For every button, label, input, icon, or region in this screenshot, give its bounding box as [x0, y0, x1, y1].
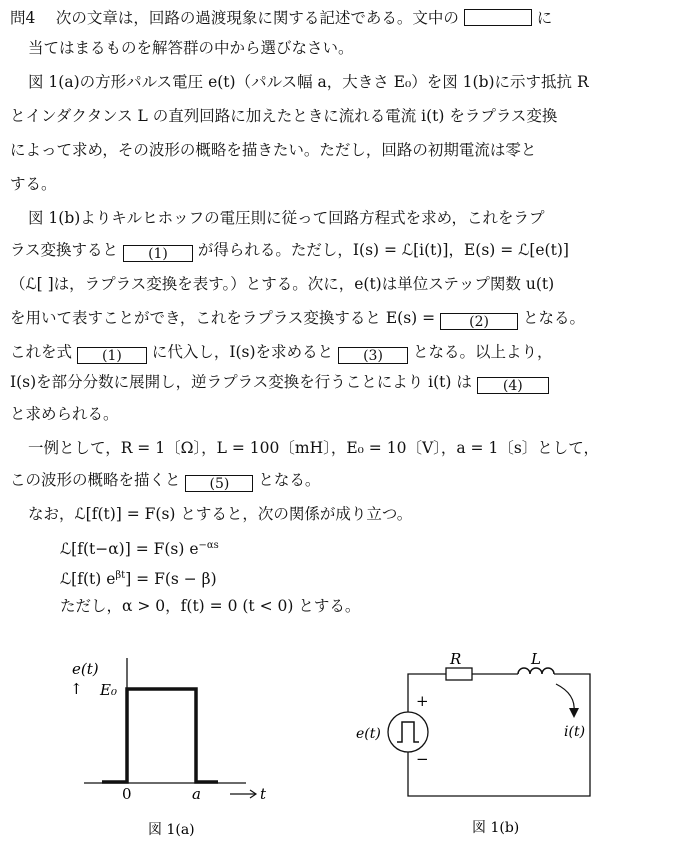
- question-line-12: I(s)を部分分数に展開し，逆ラプラス変換を行うことにより i(t) は (4): [10, 372, 640, 394]
- figure-1a: [70, 650, 280, 850]
- formula-exponential: ℒ[f(t) $e^{\beta t}] = F(s - \beta)$: [60, 570, 217, 589]
- y-axis-label: e(t): [72, 660, 99, 678]
- figure-1a-caption: 図 1(a): [148, 822, 195, 838]
- plus-sign: +: [416, 692, 429, 710]
- resistor-symbol: [446, 668, 472, 680]
- minus-sign: −: [416, 750, 429, 768]
- pulse-waveform: [102, 689, 218, 782]
- blank-4[interactable]: (4): [477, 377, 549, 394]
- inductor-label: L: [531, 650, 541, 668]
- question-line-1: 問4 次の文章は，回路の過渡現象に関する記述である。文中の に: [10, 9, 553, 27]
- blank-2[interactable]: (2): [440, 313, 518, 330]
- question-line-14: 一例として，R = 1〔Ω〕，L = 100〔mH〕，E₀ = 10〔V〕，a = 1〔s〕として，: [28, 439, 599, 457]
- inductor-symbol: [518, 668, 554, 674]
- current-arrow-curve: [556, 684, 574, 712]
- blank-3[interactable]: (3): [338, 347, 408, 364]
- blank-1[interactable]: (1): [123, 245, 193, 262]
- question-line-8: ラス変換すると (1) が得られる。ただし，I(s) = ℒ[i(t)]，E(s) = ℒ[e(t)]: [10, 241, 569, 262]
- resistor-label: R: [450, 650, 462, 668]
- question-line-2: 当てはまるものを解答群の中から選びなさい。: [28, 39, 354, 57]
- current-arrow-head: [569, 708, 579, 718]
- question-line-3: 図 1(a)の方形パルス電圧 e(t)（パルス幅 a，大きさ E₀）を図 1(b)に示す抵抗 R: [28, 73, 589, 91]
- source-label: e(t): [356, 726, 381, 742]
- formula-condition: ただし，α > 0，f(t) = 0 (t < 0) とする。: [60, 597, 361, 615]
- figure-1b-caption: 図 1(b): [472, 820, 520, 836]
- x-axis-label: t: [260, 785, 267, 803]
- blank-1-ref[interactable]: (1): [77, 347, 147, 364]
- question-line-5: によって求め，その波形の概略を描きたい。ただし，回路の初期電流は零と: [10, 141, 537, 159]
- level-label: E₀: [100, 681, 117, 699]
- question-line-13: と求められる。: [10, 405, 119, 423]
- question-line-6: する。: [10, 175, 57, 193]
- question-number: 問4: [10, 9, 36, 27]
- question-line-10: を用いて表すことができ，これをラプラス変換すると E(s) = (2) となる。: [10, 309, 586, 330]
- formula-shift: ℒ[f(t−α)] = F(s) $e^{-\alpha s}$: [60, 540, 219, 559]
- pulse-width-label: a: [192, 785, 201, 803]
- up-arrow-glyph: ↑: [70, 680, 83, 698]
- question-line-7: 図 1(b)よりキルヒホッフの電圧則に従って回路方程式を求め，これをラプ: [28, 209, 545, 227]
- figure-1b: [350, 640, 640, 850]
- question-line-4: とインダクタンス L の直列回路に加えたときに流れる電流 i(t) をラプラス変換: [10, 107, 558, 125]
- current-label: i(t): [564, 724, 586, 740]
- origin-label: 0: [122, 785, 132, 803]
- question-line-9: （ℒ[ ]は，ラプラス変換を表す。）とする。次に，e(t)は単位ステップ関数 u(t): [10, 275, 555, 293]
- question-line-15: この波形の概略を描くと (5) となる。: [10, 471, 321, 492]
- empty-answer-box: [464, 9, 532, 26]
- question-line-11: これを式 (1) に代入し，I(s)を求めると (3) となる。以上より，: [10, 343, 553, 364]
- question-line-16: なお，ℒ[f(t)] = F(s) とすると，次の関係が成り立つ。: [28, 505, 413, 523]
- wire-loop: [408, 674, 590, 796]
- voltage-source-symbol: [388, 712, 428, 752]
- blank-5[interactable]: (5): [185, 475, 253, 492]
